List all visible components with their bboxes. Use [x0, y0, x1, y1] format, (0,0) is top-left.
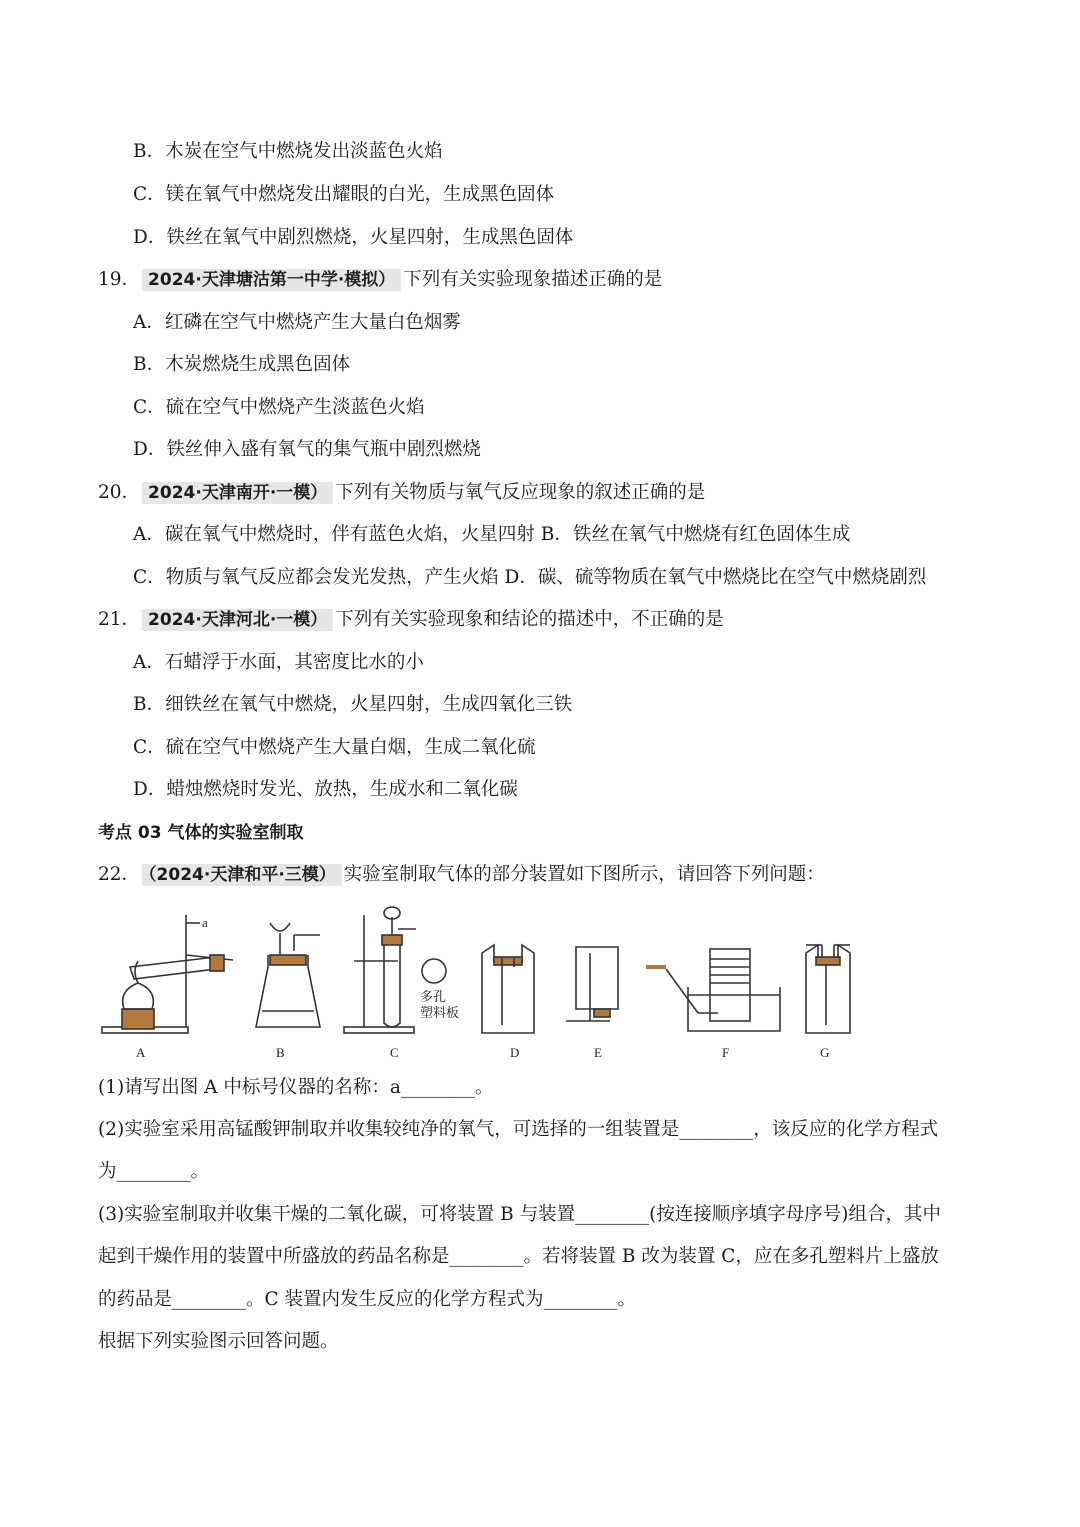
sub-question-3-cont2: 的药品是________。C 装置内发生反应的化学方程式为________。: [98, 1289, 637, 1310]
option-c: C．硫在空气中燃烧产生大量白烟，生成二氧化硫: [133, 737, 536, 758]
section-heading: 考点 03 气体的实验室制取: [98, 823, 304, 843]
option-b: B．木炭在空气中燃烧发出淡蓝色火焰: [133, 141, 443, 162]
source-tag: 2024·天津南开·一模）: [142, 482, 333, 504]
option-d: D．蜡烛燃烧时发光、放热，生成水和二氧化碳: [133, 779, 518, 800]
options-cd: C．物质与氧气反应都会发光发热，产生火焰 D．碳、硫等物质在氧气中燃烧比在空气中燃烧剧烈: [133, 567, 927, 588]
source-tag: 2024·天津塘沽第一中学·模拟）: [142, 269, 401, 291]
sub-question-3: (3)实验室制取并收集干燥的二氧化碳，可将装置 B 与装置________(按连接顺序填字母序号)组合，其中: [98, 1204, 941, 1225]
question-19: [98, 268, 662, 292]
sub-question-3-cont: 起到干燥作用的装置中所盛放的药品名称是________。若将装置 B 改为装置 C，应在多孔塑料片上盛放: [98, 1246, 939, 1267]
question-number: 19．: [98, 269, 141, 290]
apparatus-e: [566, 947, 618, 1021]
question-stem: 下列有关物质与氧气反应现象的叙述正确的是: [335, 482, 706, 503]
label-d: D: [510, 1045, 520, 1060]
option-b: B．细铁丝在氧气中燃烧，火星四射，生成四氧化三铁: [133, 694, 573, 715]
option-d: D．铁丝在氧气中剧烈燃烧，火星四射，生成黑色固体: [133, 227, 574, 248]
apparatus-d: [482, 945, 534, 1033]
question-number: 21．: [98, 609, 141, 630]
apparatus-figure: [98, 905, 878, 1065]
source-tag: （2024·天津和平·三模）: [142, 864, 342, 886]
sub-question-2-cont: 为________。: [98, 1161, 210, 1182]
question-stem: 下列有关实验现象和结论的描述中，不正确的是: [335, 609, 724, 630]
pointer-label-a: a: [202, 915, 208, 930]
apparatus-drawing: [98, 905, 878, 1065]
plate-label-1: 多孔: [420, 989, 447, 1004]
question-stem: 下列有关实验现象描述正确的是: [403, 269, 663, 290]
label-c: C: [390, 1045, 399, 1060]
apparatus-f: [646, 949, 780, 1031]
question-number: 20．: [98, 482, 141, 503]
question-22: [98, 863, 825, 887]
question-20: [98, 481, 705, 505]
label-e: E: [594, 1045, 602, 1060]
sub-question-2: (2)实验室采用高锰酸钾制取并收集较纯净的氧气，可选择的一组装置是________，该反应的化学方程式: [98, 1119, 939, 1140]
closing-instruction: 根据下列实验图示回答问题。: [98, 1331, 339, 1352]
question-stem: 实验室制取气体的部分装置如下图所示，请回答下列问题：: [343, 864, 825, 885]
plate-label-2: 塑料板: [420, 1005, 460, 1020]
option-d: D．铁丝伸入盛有氧气的集气瓶中剧烈燃烧: [133, 439, 481, 460]
source-tag: 2024·天津河北·一模）: [142, 609, 333, 631]
sub-question-1: (1)请写出图 A 中标号仪器的名称：a________。: [98, 1077, 494, 1098]
apparatus-a: [102, 915, 233, 1033]
option-b: B．木炭燃烧生成黑色固体: [133, 354, 351, 375]
label-b: B: [276, 1045, 285, 1060]
option-a: A．石蜡浮于水面，其密度比水的小: [133, 652, 424, 673]
label-f: F: [722, 1045, 730, 1060]
options-ab: A．碳在氧气中燃烧时，伴有蓝色火焰，火星四射 B．铁丝在氧气中燃烧有红色固体生成: [133, 524, 851, 545]
label-g: G: [820, 1045, 830, 1060]
question-21: [98, 608, 724, 632]
option-c: C．硫在空气中燃烧产生淡蓝色火焰: [133, 397, 425, 418]
question-number: 22．: [98, 864, 141, 885]
apparatus-b: [256, 923, 320, 1027]
label-a: A: [136, 1045, 146, 1060]
apparatus-g: [806, 945, 850, 1033]
option-a: A．红磷在空气中燃烧产生大量白色烟雾: [133, 312, 461, 333]
option-c: C．镁在氧气中燃烧发出耀眼的白光，生成黑色固体: [133, 184, 555, 205]
